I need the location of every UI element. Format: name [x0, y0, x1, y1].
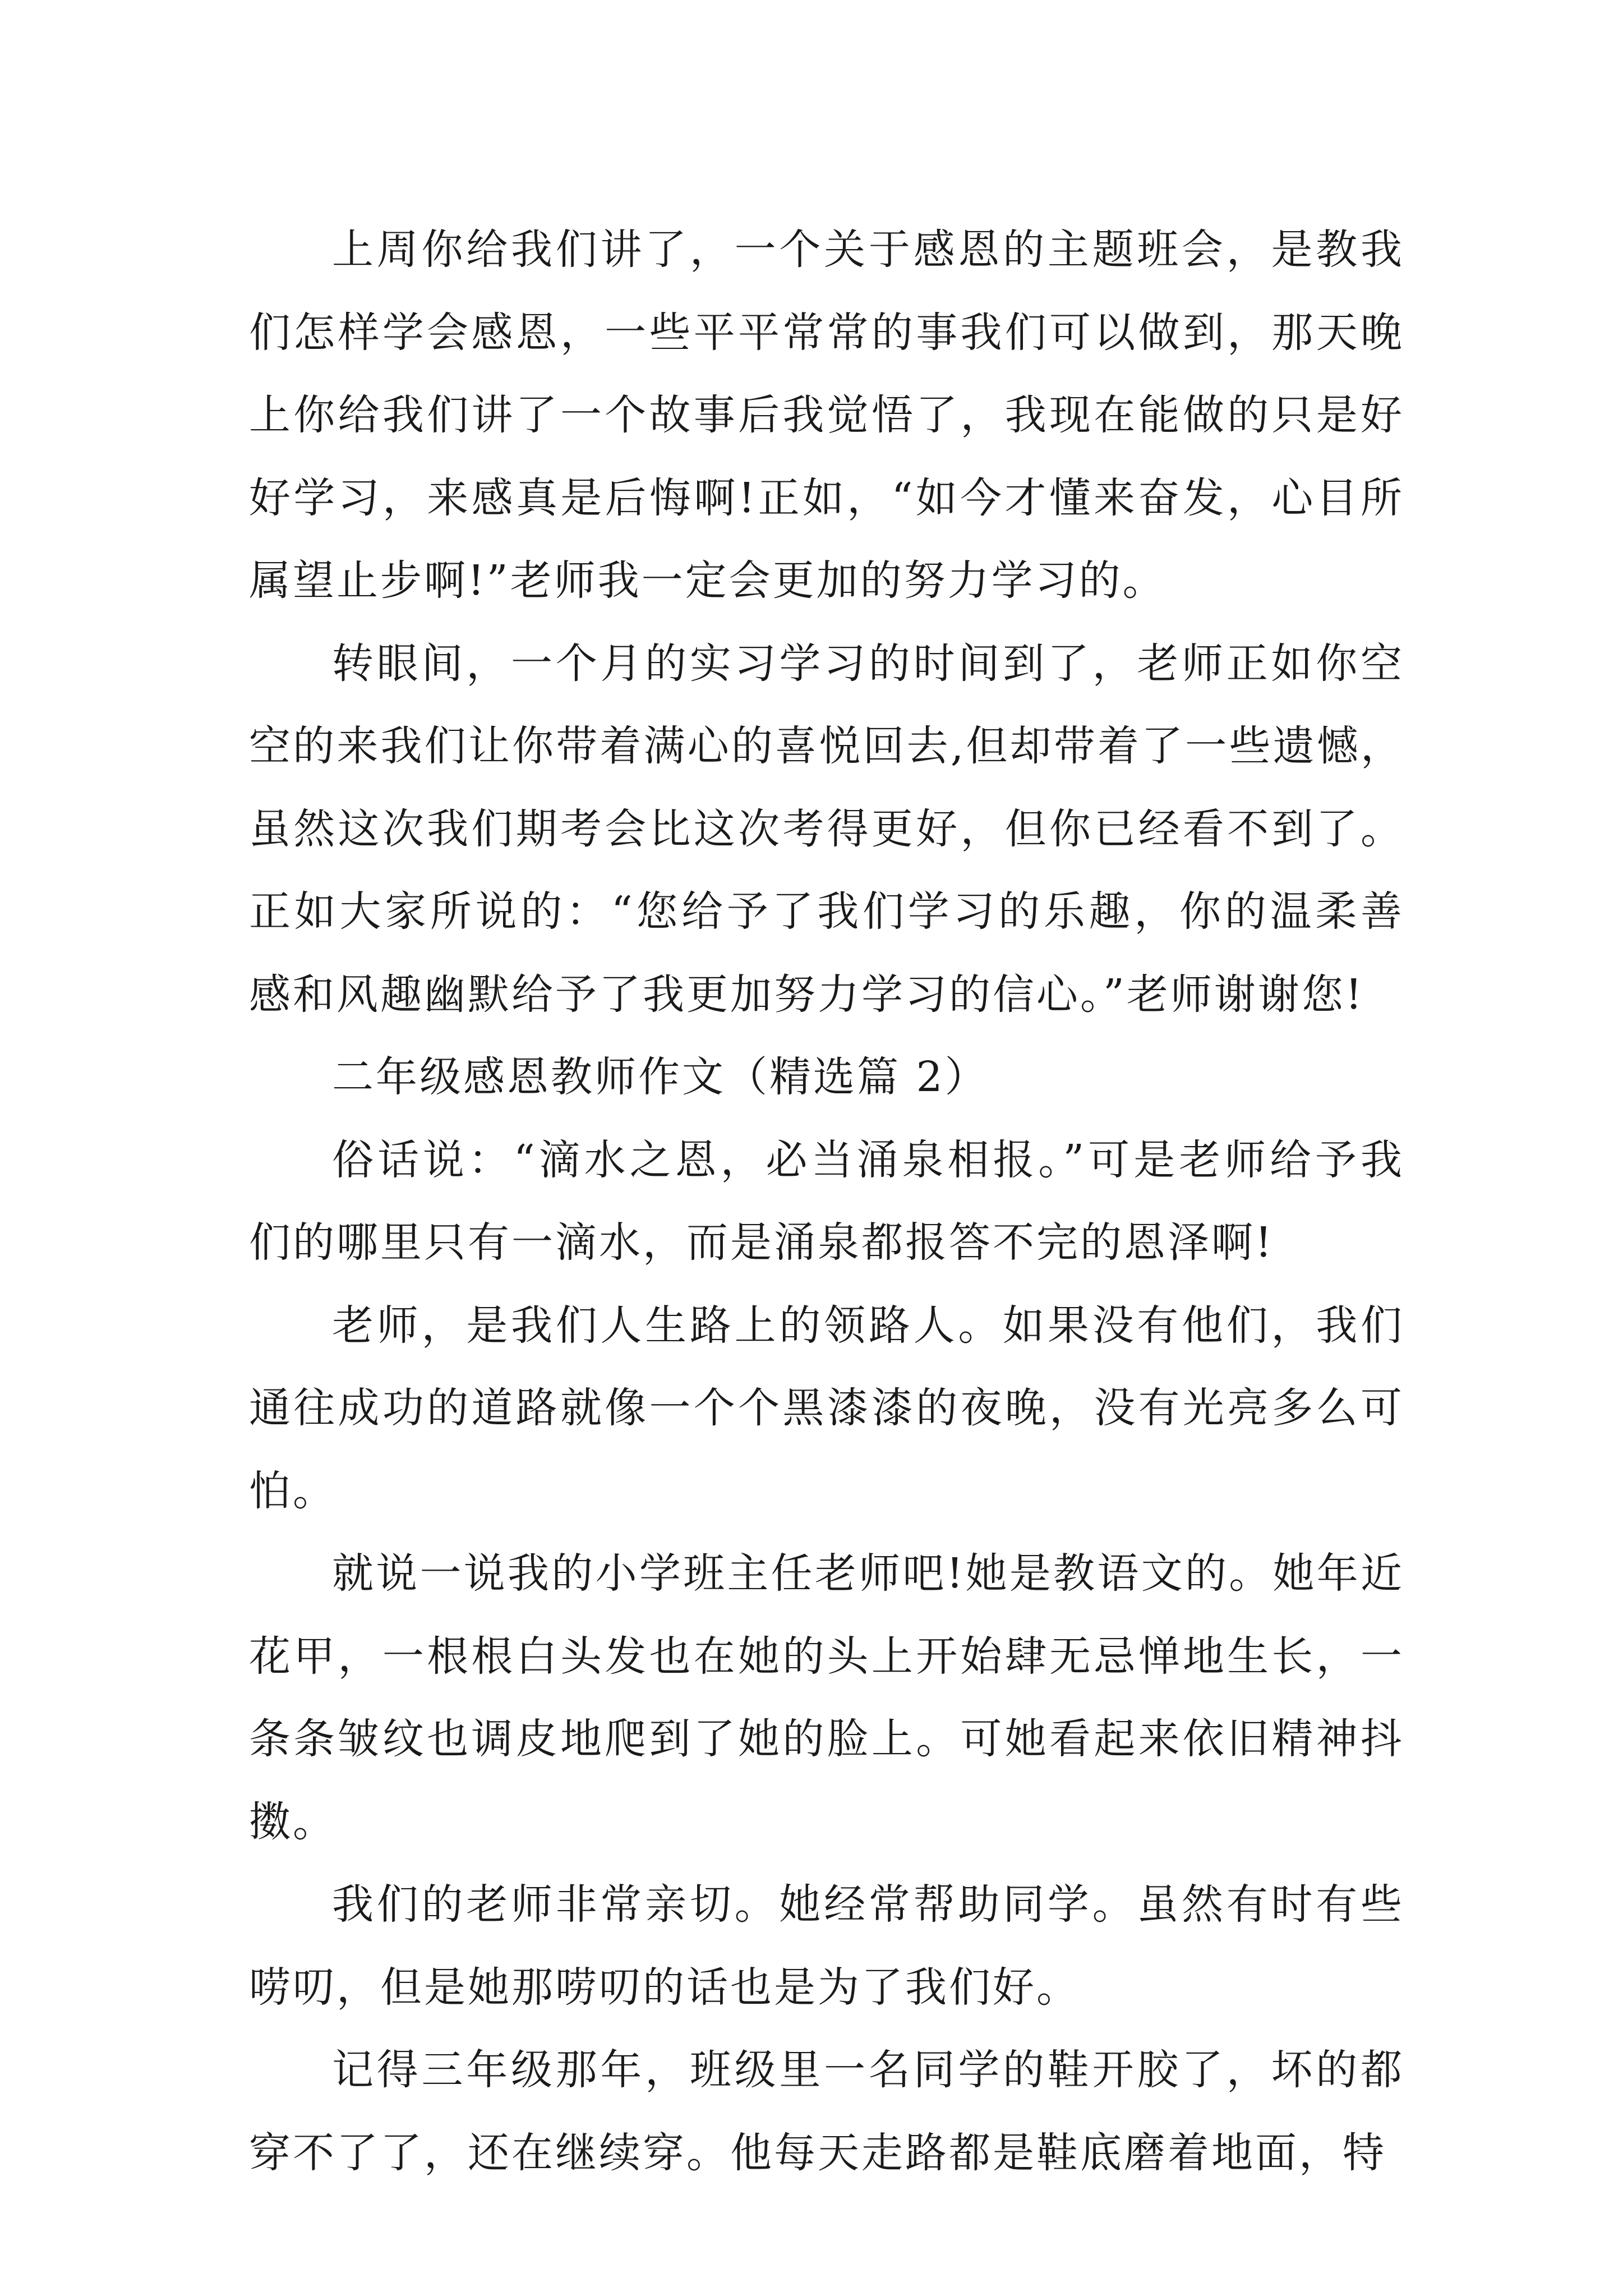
essay-section-title: 二年级感恩教师作文（精选篇 2） [332, 1053, 989, 1101]
paragraph-head-teacher: 就说一说我的小学班主任老师吧!她是教语文的。她年近花甲，一根根白头发也在她的头上开始肆无忌惮地生长，一条条皱纹也调皮地爬到了她的脸上。可她看起来依旧精神抖擞。 [249, 1549, 1404, 1846]
paragraph-internship-ends: 转眼间，一个月的实习学习的时间到了，老师正如你空空的来我们让你带着满心的喜悦回去,但却带着了一些遗憾，虽然这次我们期考会比这次考得更好，但你已经看不到了。正如大家所说的：“您给予了我们学习的乐趣，你的温柔善感和风趣幽默给予了我更加努力学习的信心。”老师谢谢您! [249, 639, 1404, 1019]
paragraph-proverb: 俗话说：“滴水之恩，必当涌泉相报。”可是老师给予我们的哪里只有一滴水，而是涌泉都报答不完的恩泽啊! [249, 1135, 1404, 1267]
document-body [249, 209, 1404, 2194]
paragraph-teacher-guide: 老师，是我们人生路上的领路人。如果没有他们，我们通往成功的道路就像一个个黑漆漆的夜晚，没有光亮多么可怕。 [249, 1301, 1404, 1515]
paragraph-gratitude-class-meeting: 上周你给我们讲了，一个关于感恩的主题班会，是教我们怎样学会感恩，一些平平常常的事我们可以做到，那天晚上你给我们讲了一个故事后我觉悟了，我现在能做的只是好好学习，来感真是后悔啊!正如，“如今才懂来奋发，心目所属望止步啊!”老师我一定会更加的努力学习的。 [249, 226, 1404, 605]
paragraph-third-grade-memory: 记得三年级那年，班级里一名同学的鞋开胶了，坏的都穿不了了，还在继续穿。他每天走路都是鞋底磨着地面，特 [249, 2046, 1404, 2177]
paragraph-kind-teacher: 我们的老师非常亲切。她经常帮助同学。虽然有时有些唠叨，但是她那唠叨的话也是为了我们好。 [249, 1880, 1404, 2012]
